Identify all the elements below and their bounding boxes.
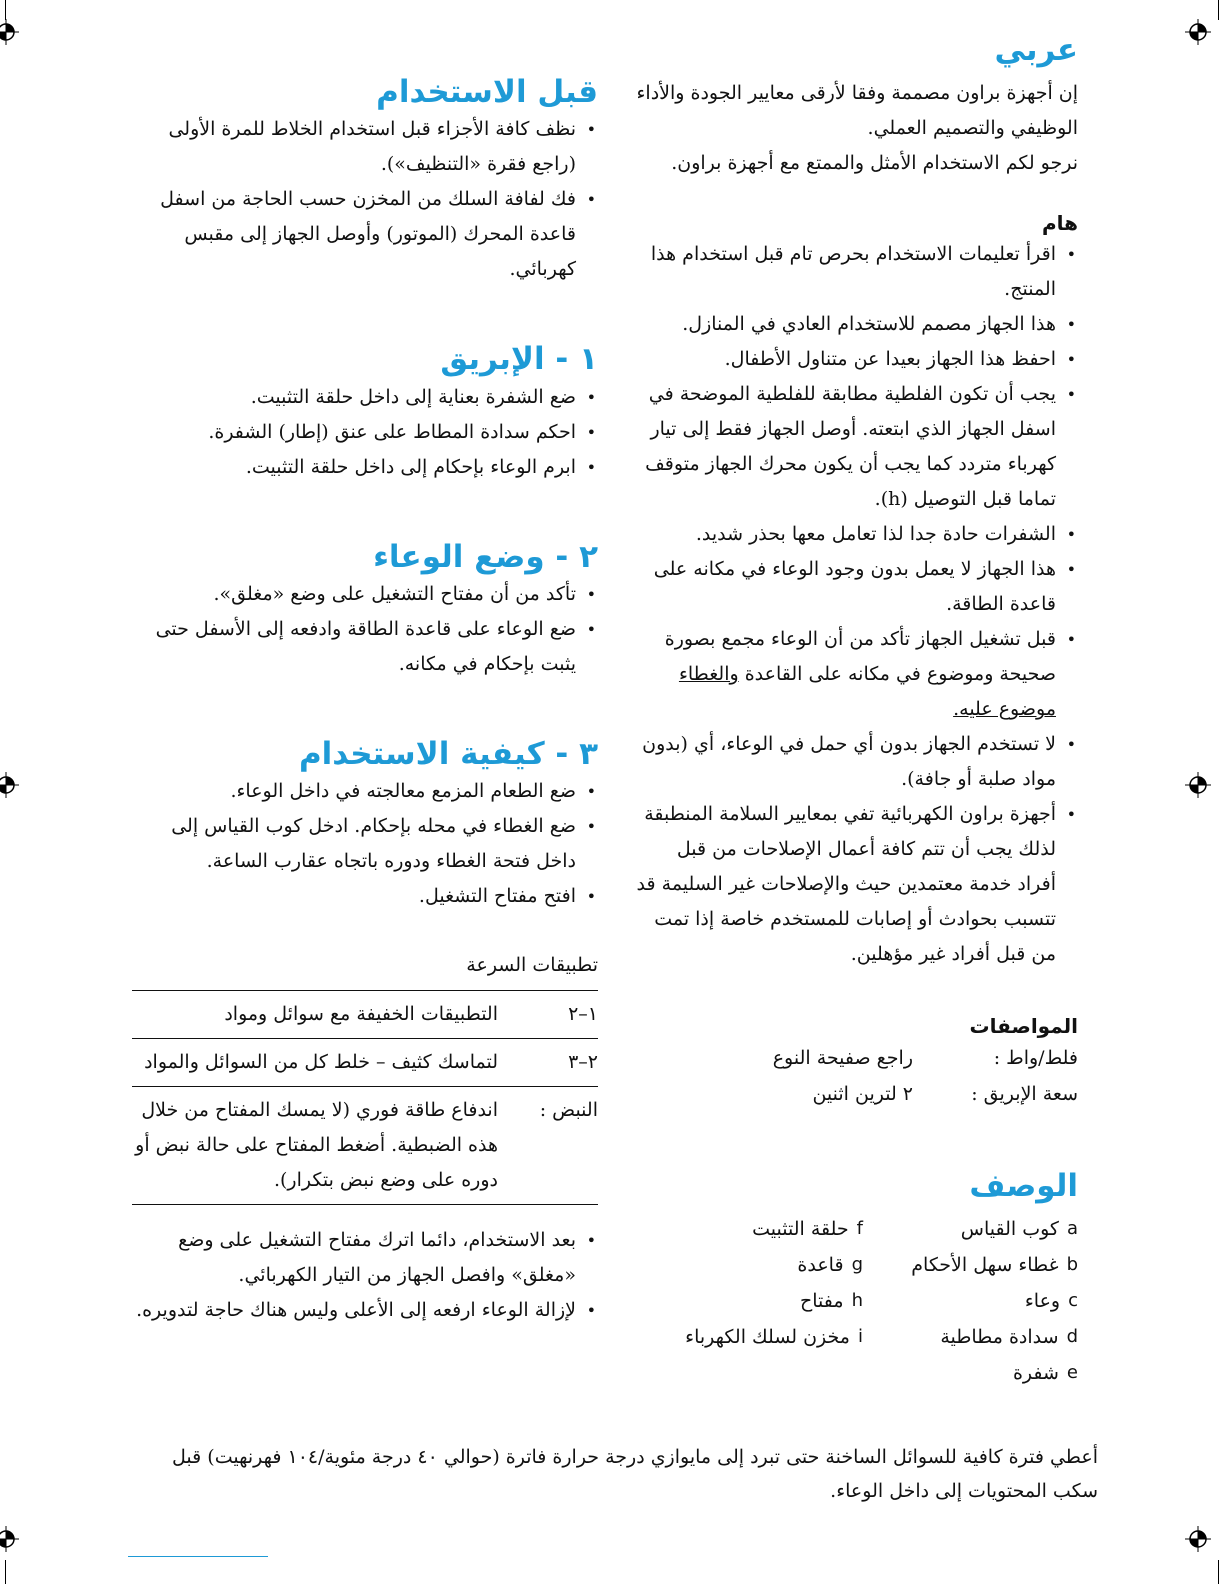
right-column — [636, 30, 1078, 1391]
registration-mark-top-right-icon — [1185, 19, 1211, 45]
bowl-list — [132, 577, 598, 682]
description-letter: i — [857, 1325, 863, 1347]
left-column — [132, 72, 598, 1328]
description-name: سدادة مطاطية — [940, 1325, 1059, 1348]
spec-row — [636, 1076, 1078, 1112]
list-item: • ضع الوعاء على قاعدة الطاقة وادفعه إلى الأسفل حتى يثبت بإحكام في مكانه. — [132, 612, 598, 682]
before-use-heading: قبل الاستخدام — [376, 74, 598, 110]
bottom-note: أعطي فترة كافية للسوائل الساخنة حتى تبرد إلى مايوازي درجة حرارة فاترة (حوالي ٤٠ درجة مئوية/١٠٤ فهرنهيت) قبل سكب المحتويات إلى داخل الوعاء. — [172, 1446, 1098, 1502]
howto-heading: ٣ - كيفية الاستخدام — [298, 735, 598, 772]
list-item: • الشفرات حادة جدا لذا تعامل معها بحذر شديد. — [636, 517, 1078, 552]
list-item: • يجب أن تكون الفلطية مطابقة للفلطية الموضحة في اسفل الجهاز الذي ابتعته. أوصل الجهاز فقط إلى تيار كهرباء متردد كما يجب أن يكون محرك الجهاز متوقف تماما قبل التوصيل (h). — [636, 377, 1078, 517]
list-item: • لإزالة الوعاء ارفعه إلى الأعلى وليس هناك حاجة لتدويره. — [132, 1293, 598, 1328]
spec-value: ٢ لترين اثنين — [812, 1083, 913, 1106]
description-name: حلقة التثبيت — [752, 1217, 849, 1240]
description-grid — [636, 1211, 1078, 1391]
description-item — [863, 1211, 1078, 1247]
trim-line-left — [5, 0, 6, 20]
jug-heading: ١ - الإبريق — [440, 341, 598, 378]
howto-list — [132, 774, 598, 914]
description-letter: c — [1068, 1289, 1078, 1311]
description-name: مفتاح — [800, 1289, 844, 1312]
spec-value: راجع صفيحة النوع — [772, 1047, 913, 1070]
specs-heading: المواصفات — [969, 1014, 1078, 1039]
description-item — [648, 1283, 863, 1319]
trim-line-right — [1218, 0, 1219, 20]
speed-table — [132, 990, 598, 1205]
list-item: • هذا الجهاز لا يعمل بدون وجود الوعاء في مكانه على قاعدة الطاقة. — [636, 552, 1078, 622]
list-item: • افتح مفتاح التشغيل. — [132, 879, 598, 914]
description-item — [863, 1319, 1078, 1355]
list-item: • لا تستخدم الجهاز بدون أي حمل في الوعاء، أي (بدون مواد صلبة أو جافة). — [636, 727, 1078, 797]
table-row — [132, 1039, 598, 1087]
speed-title: تطبيقات السرعة — [466, 954, 598, 977]
description-heading: الوصف — [969, 1168, 1078, 1205]
registration-mark-top-left-icon — [0, 19, 19, 45]
before-use-list — [132, 112, 598, 287]
description-name: شفرة — [1012, 1361, 1059, 1384]
description-letter: a — [1066, 1217, 1078, 1239]
description-name: وعاء — [1024, 1289, 1061, 1312]
description-letter: d — [1066, 1325, 1078, 1347]
list-item: • تأكد من أن مفتاح التشغيل على وضع «مغلق». — [132, 577, 598, 612]
footer-accent-rule — [128, 1556, 268, 1557]
after-use-list — [132, 1223, 598, 1328]
trim-line-left-bottom — [5, 1560, 6, 1584]
important-heading: هام — [1041, 211, 1078, 236]
speed-key: النبض : — [539, 1099, 598, 1122]
speed-value: اندفاع طاقة فوري (لا يمسك المفتاح من خلال هذه الضبطية. أضغط المفتاح على حالة نبض أو دوره على وضع نبض بتكرار). — [135, 1099, 498, 1192]
description-name: مخزن لسلك الكهرباء — [685, 1325, 850, 1348]
registration-mark-bottom-left-icon — [0, 1526, 19, 1552]
description-letter: g — [851, 1253, 863, 1275]
description-name: قاعدة — [797, 1253, 844, 1276]
intro-paragraph-1: إن أجهزة براون مصممة وفقا لأرقى معايير الجودة والأداء الوظيفي والتصميم العملي. — [636, 82, 1078, 140]
jug-list — [132, 380, 598, 485]
list-item: • بعد الاستخدام، دائما اترك مفتاح التشغيل على وضع «مغلق» وافصل الجهاز من التيار الكهربائي. — [132, 1223, 598, 1293]
description-letter: h — [851, 1289, 863, 1311]
assembly-text: قبل تشغيل الجهاز تأكد من أن الوعاء مجمع بصورة صحيحة وموضوع في مكانه على القاعدة — [664, 628, 1056, 686]
list-item: • نظف كافة الأجزاء قبل استخدام الخلاط للمرة الأولى (راجع فقرة «التنظيف»). — [132, 112, 598, 182]
list-item: • ضع الشفرة بعناية إلى داخل حلقة التثبيت. — [132, 380, 598, 415]
description-item — [648, 1247, 863, 1283]
description-item — [863, 1355, 1078, 1391]
list-item: • أجهزة براون الكهربائية تفي بمعايير السلامة المنطبقة لذلك يجب أن تتم كافة أعمال الإصلاحات من قبل أفراد خدمة معتمدين حيث والإصلاحات غير السليمة قد تتسبب بحوادث أو إصابات للمستخدم خاصة إذا تمت من قبل أفراد غير مؤهلين. — [636, 797, 1078, 972]
registration-mark-bottom-right-icon — [1185, 1526, 1211, 1552]
table-row — [132, 991, 598, 1039]
important-list — [636, 237, 1078, 972]
registration-mark-mid-right-icon — [1185, 772, 1211, 798]
speed-value: التطبيقات الخفيفة مع سوائل ومواد — [224, 1003, 498, 1026]
description-name: غطاء سهل الأحكام — [911, 1253, 1059, 1276]
list-item: • ضع الطعام المزمع معالجته في داخل الوعاء. — [132, 774, 598, 809]
description-item — [863, 1247, 1078, 1283]
list-item: • فك لفافة السلك من المخزن حسب الحاجة من اسفل قاعدة المحرك (الموتور) وأوصل الجهاز إلى مقبس كهربائي. — [132, 182, 598, 287]
spec-row — [636, 1040, 1078, 1076]
spec-label: فلط/واط : — [993, 1047, 1078, 1070]
description-item — [648, 1319, 863, 1355]
description-letter: e — [1066, 1361, 1078, 1383]
list-item: • احفظ هذا الجهاز بعيدا عن متناول الأطفال. — [636, 342, 1078, 377]
list-item: • اقرأ تعليمات الاستخدام بحرص تام قبل استخدام هذا المنتج. — [636, 237, 1078, 307]
description-item — [863, 1283, 1078, 1319]
spec-label: سعة الإبريق : — [971, 1083, 1078, 1106]
list-item-assembly — [636, 622, 1078, 727]
description-item — [648, 1211, 863, 1247]
assembly-underlined-text: والغطاء موضوع عليه. — [678, 663, 1056, 721]
speed-key: ٢–٣ — [568, 1051, 598, 1074]
registration-mark-mid-left-icon — [0, 772, 19, 798]
list-item: • ضع الغطاء في محله بإحكام. ادخل كوب القياس إلى داخل فتحة الغطاء ودوره باتجاه عقارب الساعة. — [132, 809, 598, 879]
description-letter: b — [1066, 1253, 1078, 1275]
bowl-heading: ٢ - وضع الوعاء — [373, 538, 598, 575]
intro-paragraph-2: نرجو لكم الاستخدام الأمثل والممتع مع أجهزة براون. — [671, 152, 1078, 175]
trim-line-right-bottom — [1218, 1560, 1219, 1584]
speed-value: لتماسك كثيف – خلط كل من السوائل والمواد — [144, 1051, 498, 1074]
list-item: • احكم سدادة المطاط على عنق (إطار) الشفرة. — [132, 415, 598, 450]
list-item: • ابرم الوعاء بإحكام إلى داخل حلقة التثبيت. — [132, 450, 598, 485]
speed-key: ١–٢ — [568, 1003, 598, 1026]
description-name: كوب القياس — [960, 1217, 1059, 1240]
language-title: عربي — [994, 32, 1078, 68]
list-item: • هذا الجهاز مصمم للاستخدام العادي في المنازل. — [636, 307, 1078, 342]
table-row — [132, 1087, 598, 1205]
description-letter: f — [856, 1217, 863, 1239]
